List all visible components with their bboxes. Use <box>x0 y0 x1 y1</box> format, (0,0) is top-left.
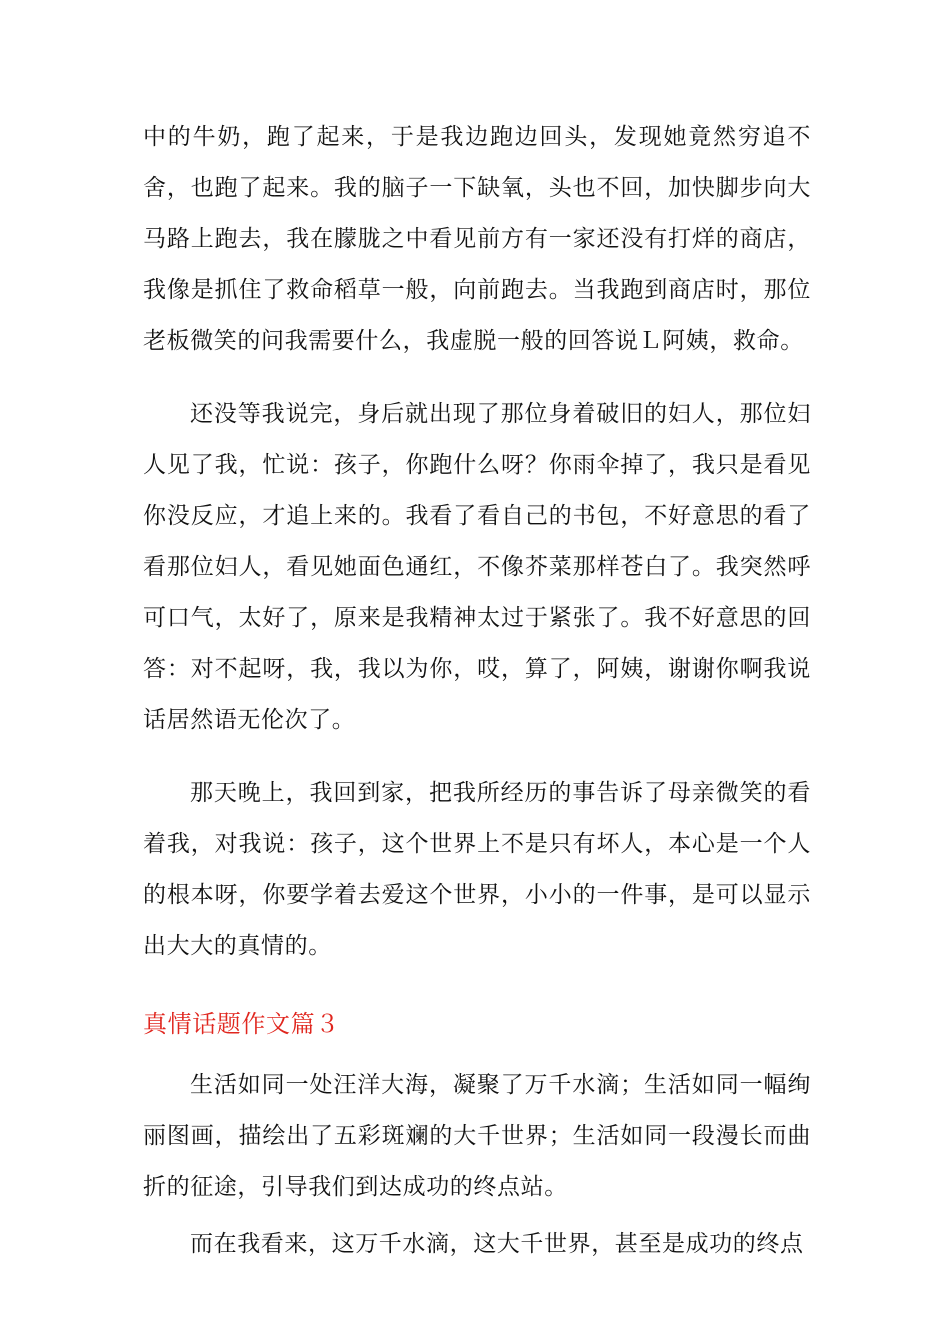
document-body <box>143 112 811 1270</box>
paragraph-5: 而在我看来，这万千水滴，这大千世界，甚至是成功的终点 <box>190 1231 804 1257</box>
paragraph-2: 还没等我说完，身后就出现了那位身着破旧的妇人，那位妇人见了我，忙说：孩子，你跑什么呀？你雨伞掉了，我只是看见你没反应，才追上来的。我看了看自己的书包，不好意思的看了看那位妇人，看见她面色通红，不像芥菜那样苍白了。我突然呼可口气，太好了，原来是我精神太过于紧张了。我不好意思的回答：对不起呀，我，我以为你，哎，算了，阿姨，谢谢你啊我说话居然语无伦次了。 <box>143 401 811 733</box>
paragraph-3: 那天晚上，我回到家，把我所经历的事告诉了母亲微笑的看着我，对我说：孩子，这个世界上不是只有坏人，本心是一个人的根本呀，你要学着去爱这个世界，小小的一件事，是可以显示出大大的真情的。 <box>143 780 811 959</box>
paragraph-1: 中的牛奶，跑了起来，于是我边跑边回头，发现她竟然穷追不舍，也跑了起来。我的脑子一下缺氧，头也不回，加快脚步向大马路上跑去，我在朦胧之中看见前方有一家还没有打烊的商店，我像是抓住了救命稻草一般，向前跑去。当我跑到商店时，那位老板微笑的问我需要什么，我虚脱一般的回答说Ｌ阿姨，救命。 <box>143 124 811 354</box>
section-heading: 真情话题作文篇３ <box>143 1010 340 1038</box>
paragraph-4: 生活如同一处汪洋大海，凝聚了万千水滴；生活如同一幅绚丽图画，描绘出了五彩斑斓的大千世界；生活如同一段漫长而曲折的征途，引导我们到达成功的终点站。 <box>143 1072 811 1200</box>
